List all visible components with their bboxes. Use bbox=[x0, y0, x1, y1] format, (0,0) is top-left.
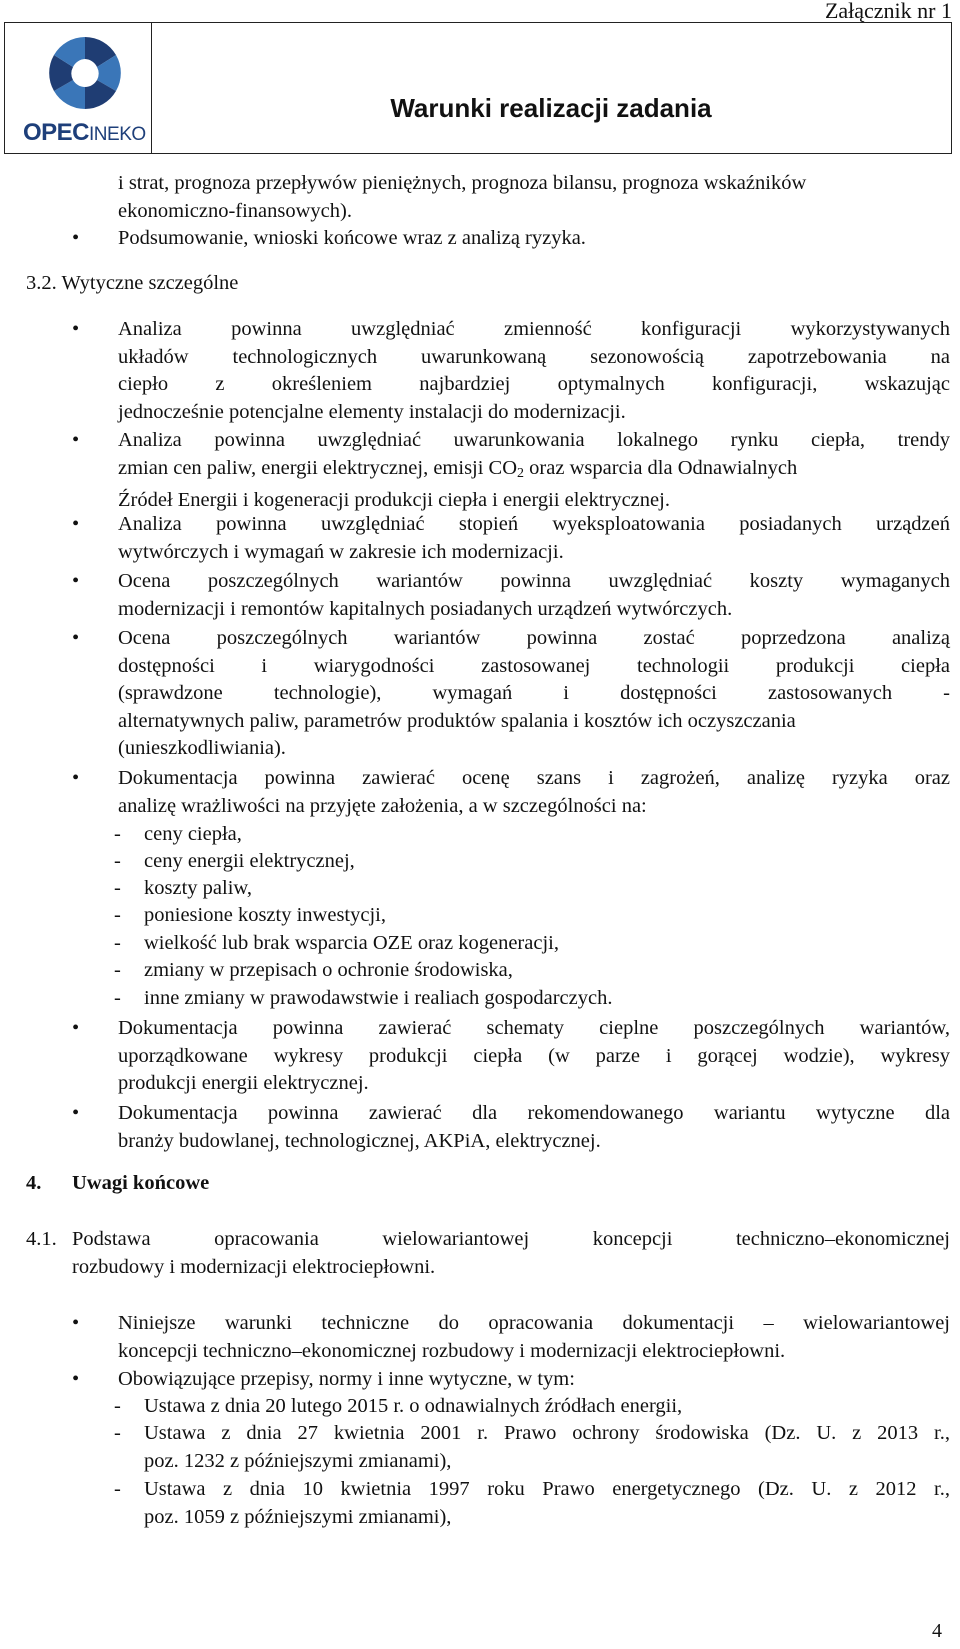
annex-label: Załącznik nr 1 bbox=[824, 0, 952, 23]
list-item: Ustawa z dnia 20 lutego 2015 r. o odnawialnych źródłach energii, bbox=[144, 1395, 683, 1417]
guideline-5: Ocena poszczególnych wariantów powinna zostać poprzedzona analizą dostępności i wiarygodności zastosowanej technologii produkcji ciepła (sprawdzone technologie), wymagań i dostępności zastosowanych - alternatywnych paliw, parametrów produktów spalania i kosztów ich oczyszczania (unieszkodliwiania). bbox=[118, 627, 950, 759]
bullet-icon bbox=[72, 511, 79, 539]
section-4-heading: Uwagi końcowe bbox=[72, 1172, 210, 1194]
bullet-icon bbox=[72, 1100, 79, 1128]
list-item: wielkość lub brak wsparcia OZE oraz kogeneracji, bbox=[144, 932, 559, 954]
document-title: Warunki realizacji zadania bbox=[390, 93, 712, 123]
list-item: koszty paliw, bbox=[144, 877, 252, 899]
guideline-8: Dokumentacja powinna zawierać dla rekomendowanego wariantu wytyczne dla branży budowlanej, technologicznej, AKPiA, elektrycznej. bbox=[118, 1102, 950, 1152]
company-logo-icon bbox=[45, 33, 125, 115]
bullet-icon bbox=[72, 316, 79, 344]
guideline-7: Dokumentacja powinna zawierać schematy cieplne poszczególnych wariantów, uporządkowane wykresy produkcji ciepła (w parze i gorącej wodzie), wykresy produkcji energii elektrycznej. bbox=[118, 1017, 950, 1094]
summary-bullet: Podsumowanie, wnioski końcowe wraz z analizą ryzyka. bbox=[118, 227, 586, 249]
bullet-icon bbox=[72, 765, 79, 793]
bullet-icon bbox=[72, 1310, 79, 1338]
section-4-1-number: 4.1. bbox=[26, 1228, 57, 1250]
section-4-1-text: Podstawa opracowania wielowariantowej koncepcji techniczno–ekonomicznej rozbudowy i modernizacji elektrociepłowni. bbox=[72, 1228, 950, 1278]
section-4-number: 4. bbox=[26, 1172, 42, 1194]
bullet-icon bbox=[72, 427, 79, 455]
list-item: zmiany w przepisach o ochronie środowiska, bbox=[144, 959, 513, 981]
list-item: ceny energii elektrycznej, bbox=[144, 850, 355, 872]
bullet-icon bbox=[72, 1366, 79, 1394]
document-header bbox=[4, 22, 952, 154]
continued-list-item: i strat, prognoza przepływów pieniężnych, prognoza bilansu, prognoza wskaźników ekonomiczno-finansowych). bbox=[118, 172, 807, 222]
guideline-6: Dokumentacja powinna zawierać ocenę szans i zagrożeń, analizę ryzyka oraz analizę wrażliwości na przyjęte założenia, a w szczególności na: bbox=[118, 767, 950, 817]
basis-item-1: Niniejsze warunki techniczne do opracowania dokumentacji – wielowariantowej koncepcji techniczno–ekonomicznej rozbudowy i modernizacji elektrociepłowni. bbox=[118, 1312, 950, 1362]
guideline-2: Analiza powinna uwzględniać uwarunkowania lokalnego rynku ciepła, trendy zmian cen paliw, energii elektrycznej, emisji $CO_2$ oraz wsparcia dla Odnawialnych Źródeł Energii i kogeneracji produkcji ciepła i energii elektrycznej. bbox=[118, 429, 950, 511]
bullet-icon bbox=[72, 1015, 79, 1043]
guideline-4: Ocena poszczególnych wariantów powinna uwzględniać koszty wymaganych modernizacji i remontów kapitalnych posiadanych urządzeń wytwórczych. bbox=[118, 570, 950, 620]
guideline-3: Analiza powinna uwzględniać stopień wyeksploatowania posiadanych urządzeń wytwórczych i wymagań w zakresie ich modernizacji. bbox=[118, 513, 950, 563]
list-item: poniesione koszty inwestycji, bbox=[144, 904, 386, 926]
logo bbox=[5, 23, 152, 153]
page-number: 4 bbox=[932, 1620, 942, 1642]
list-item: inne zmiany w prawodawstwie i realiach gospodarczych. bbox=[144, 987, 613, 1009]
list-item: Ustawa z dnia 10 kwietnia 1997 roku Prawo energetycznego (Dz. U. z 2012 r., poz. 1059 z późniejszymi zmianami), bbox=[144, 1478, 950, 1528]
bullet-icon bbox=[72, 568, 79, 596]
bullet-icon bbox=[72, 225, 79, 253]
section-3-2-heading: 3.2. Wytyczne szczególne bbox=[26, 272, 239, 294]
list-item: Ustawa z dnia 27 kwietnia 2001 r. Prawo ochrony środowiska (Dz. U. z 2013 r., poz. 1232 z późniejszymi zmianami), bbox=[144, 1422, 950, 1472]
basis-item-2: Obowiązujące przepisy, normy i inne wytyczne, w tym: bbox=[118, 1368, 575, 1390]
bullet-icon bbox=[72, 625, 79, 653]
guideline-1: Analiza powinna uwzględniać zmienność konfiguracji wykorzystywanych układów technologicznych uwarunkowaną sezonowością zapotrzebowania na ciepło z określeniem najbardziej optymalnych konfiguracji, wskazując jednocześnie potencjalne elementy instalacji do modernizacji. bbox=[118, 318, 950, 423]
list-item: ceny ciepła, bbox=[144, 823, 242, 845]
logo-wordmark: OPECINEKO bbox=[23, 119, 146, 146]
